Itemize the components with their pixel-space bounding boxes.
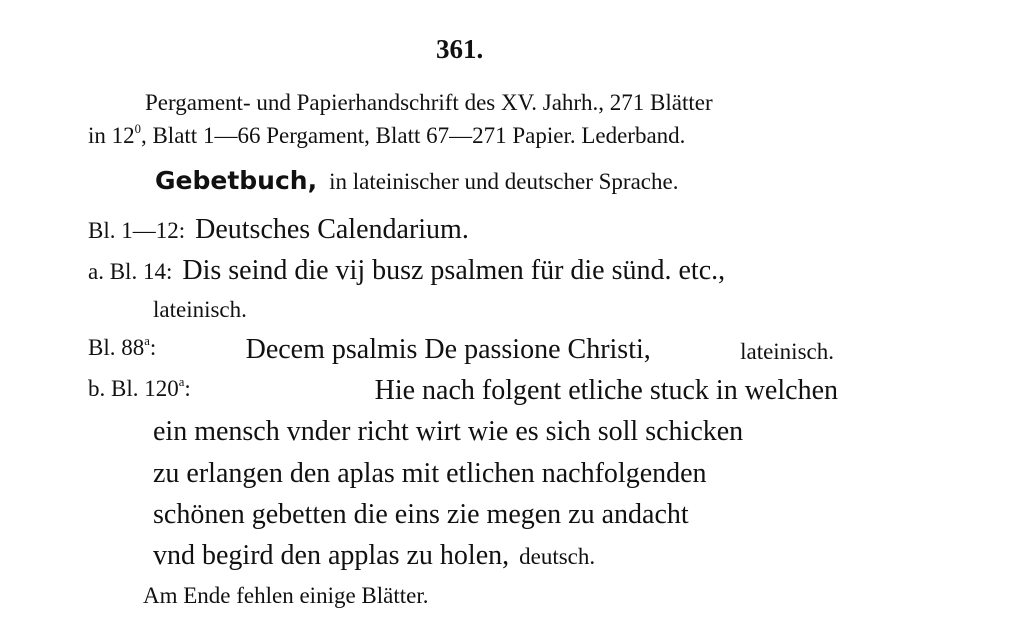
entry-1-ref: Bl. 1—12: [88,218,186,243]
entry-1 [88,216,469,244]
entry-4-ref: b. Bl. 120$^a$: [88,374,191,401]
entry-2-continuation: lateinisch. [153,297,247,322]
entry-1-text: Deutsches Calendarium. [195,214,469,245]
entry-2-ref: a. Bl. 14: [88,259,173,284]
entry-4-last-line: vnd begird den applas zu holen, [153,540,510,571]
entry-4-line-1: Hie nach folgent etliche stuck in welchen [374,375,838,406]
entry-4-line-4: schönen gebetten die eins zie megen zu andacht [153,499,689,530]
description-format-sup: 0 [134,121,141,136]
book-title-language: in lateinischer und deutscher Sprache. [329,169,679,194]
entry-4-note: deutsch. [519,544,596,569]
entry-3 [88,333,834,365]
entry-2 [88,257,725,285]
entry-4 [88,374,838,406]
book-title-main: Gebetbuch, [155,166,318,195]
footer-note: Am Ende fehlen einige Blätter. [143,583,429,608]
entry-4-line-5 [153,542,595,570]
description-line-1: Pergament- und Papierhandschrift des XV. Jahrh., 271 Blätter [145,90,713,115]
entry-2-text: Dis seind die vij busz psalmen für die sünd. etc., [182,255,726,286]
entry-3-text: Decem psalmis De passione Christi, [245,334,651,365]
book-title [155,168,678,193]
description-line-2 [88,121,686,148]
entry-3-note: lateinisch. [740,339,834,364]
page-number: 361. [436,34,484,64]
entry-4-line-2: ein mensch vnder richt wirt wie es sich soll schicken [153,416,744,447]
description-format: in 12 [88,123,135,148]
entry-3-ref: Bl. 88$^a$: [88,333,157,360]
entry-4-line-3: zu erlangen den aplas mit etlichen nachfolgenden [153,458,707,489]
description-details: , Blatt 1—66 Pergament, Blatt 67—271 Papier. Lederband. [140,123,686,148]
